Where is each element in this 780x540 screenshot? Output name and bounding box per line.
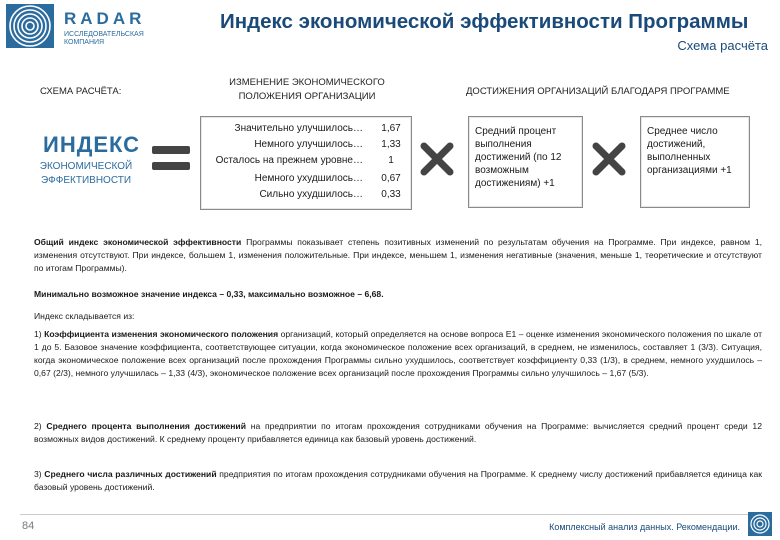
paragraph-number: 3) xyxy=(34,469,45,479)
company-logo xyxy=(6,4,156,50)
economic-change-box xyxy=(200,116,412,210)
logo-name: RADAR xyxy=(64,9,146,28)
scale-label: Немного улучшилось… xyxy=(254,139,363,150)
scale-value: 0,67 xyxy=(381,173,401,184)
footer-text: Комплексный анализ данных. Рекомендации. xyxy=(549,522,740,532)
paragraph xyxy=(34,468,762,494)
paragraph xyxy=(34,328,762,380)
radar-logo-icon xyxy=(6,4,54,48)
scale-label: Значительно улучшилось… xyxy=(234,123,363,134)
logo-subtitle: ИССЛЕДОВАТЕЛЬСКАЯ КОМПАНИЯ xyxy=(64,31,144,46)
scale-label: Осталось на прежнем уровне… xyxy=(215,155,363,166)
paragraph xyxy=(34,236,762,275)
paragraph-text: Индекс складывается из: xyxy=(34,311,135,321)
scheme-heading: СХЕМА РАСЧЁТА: xyxy=(40,86,122,97)
page-number: 84 xyxy=(22,520,35,532)
scale-row xyxy=(201,189,411,205)
index-word: ИНДЕКС xyxy=(43,132,141,157)
paragraph-number: 1) xyxy=(34,329,45,339)
multiply-icon xyxy=(420,142,454,176)
scale-value: 1,33 xyxy=(381,139,401,150)
scale-label: Немного ухудшилось… xyxy=(254,173,363,184)
paragraph-bold: Среднего числа различных достижений xyxy=(44,469,217,479)
multiply-icon xyxy=(592,142,626,176)
paragraph xyxy=(34,288,762,301)
paragraph-bold: Среднего процента выполнения достижений xyxy=(46,421,246,431)
paragraph xyxy=(34,310,762,323)
paragraph xyxy=(34,420,762,446)
scale-value: 0,33 xyxy=(381,189,401,200)
footer-divider xyxy=(20,514,762,515)
scale-value: 1 xyxy=(388,155,394,166)
equals-icon xyxy=(152,142,190,176)
paragraph-bold: Коэффициента изменения экономического положения xyxy=(44,329,279,339)
paragraph-text: организаций, который определяется на основе вопроса Е1 – оценке изменения экономического положения по шкале от 1 до 5. Базовое значение коэффициента, соответствующее ситуации, когда экономическое положение всех организаций, в среднем, не изменилось, составляет 1 (3/3). Ситуация, когда экономическое положение всех организаций после прохождения Программы сильно ухудшилось, соответствует коэффициенту 0,33 (1/3), в среднем, немного ухудшилось – 0,67 (2/3), немного улучшилась – 1,33 (4/3), экономическое положение всех организаций после прохождения Программы сильно улучшилось – 1,67 (5/3). xyxy=(34,329,763,378)
paragraph-bold: Минимально возможное значение индекса – 0,33, максимально возможное – 6,68. xyxy=(34,289,384,299)
radar-logo-icon xyxy=(748,512,772,536)
achievement-count-box: Среднее число достижений, выполненных организациями +1 xyxy=(640,116,750,208)
index-subtitle: ЭКОНОМИЧЕСКОЙ ЭФФЕКТИВНОСТИ xyxy=(39,161,133,186)
scale-row xyxy=(201,155,411,171)
scale-row xyxy=(201,173,411,189)
scale-row xyxy=(201,123,411,139)
paragraph-number: 2) xyxy=(34,421,47,431)
paragraph-text: Программы показывает степень позитивных изменений по результатам обучения на Программе. При индексе, равном 1, изменения отсутствуют. При индексе, большем 1, изменения положительные. При индексе, меньшем 1, изменения негативные (значения, меньше 1, теоретические и отсутствуют по итогам Программы). xyxy=(34,237,763,273)
scale-value: 1,67 xyxy=(381,123,401,134)
scale-row xyxy=(201,139,411,155)
paragraph-bold: Общий индекс экономической эффективности xyxy=(34,237,242,247)
scale-label: Сильно ухудшилось… xyxy=(259,189,363,200)
economic-change-heading: ИЗМЕНЕНИЕ ЭКОНОМИЧЕСКОГО ПОЛОЖЕНИЯ ОРГАНИЗАЦИИ xyxy=(229,77,385,102)
achievement-percent-box: Средний процент выполнения достижений (по 12 возможным достижениям) +1 xyxy=(468,116,583,208)
page-title: Индекс экономической эффективности Программы xyxy=(220,10,749,33)
page-subtitle: Схема расчёта xyxy=(677,38,768,53)
achievements-heading: ДОСТИЖЕНИЯ ОРГАНИЗАЦИЙ БЛАГОДАРЯ ПРОГРАММЕ xyxy=(466,86,730,97)
paragraph-text: на предприятии по итогам прохождения сотрудниками обучения на Программе: вычисляется средний процент среди 12 возможных видов достижений. К среднему проценту прибавляется единица как базовый уровень достижений. xyxy=(34,421,762,444)
paragraph-text: предприятия по итогам прохождения сотрудниками обучения на Программе. К среднему числу достижений прибавляется единица как базовый уровень достижений. xyxy=(34,469,762,492)
